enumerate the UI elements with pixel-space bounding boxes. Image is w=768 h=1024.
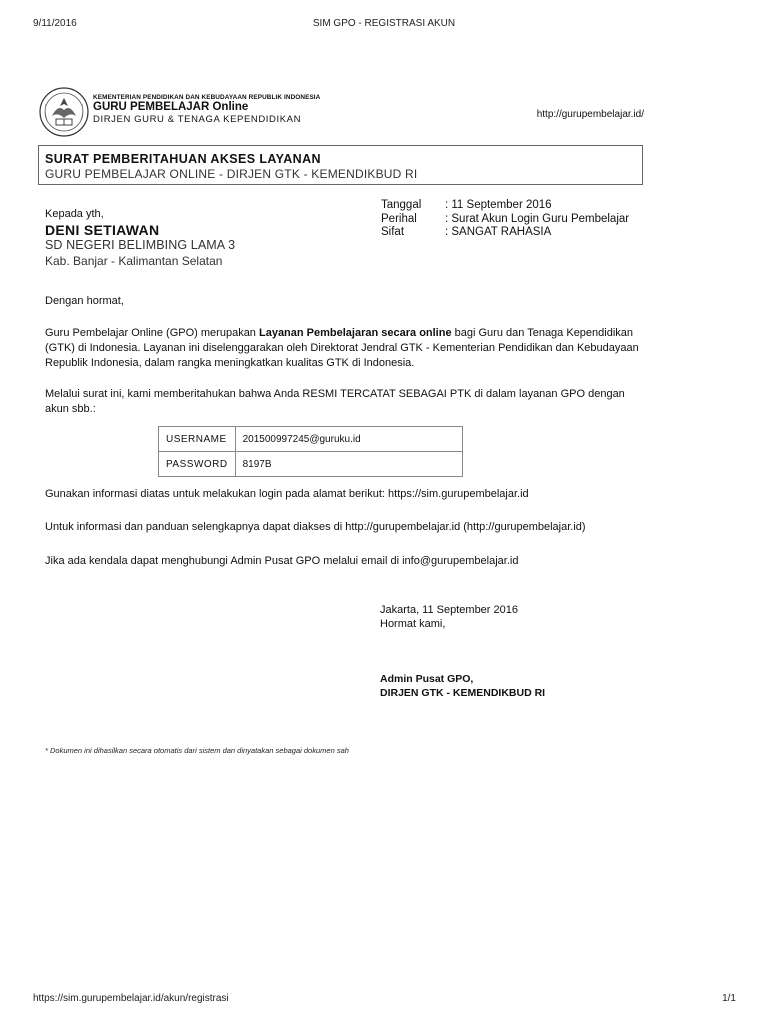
credential-key: PASSWORD	[159, 452, 236, 477]
notify-paragraph: Melalui surat ini, kami memberitahukan bahwa Anda RESMI TERCATAT SEBAGAI PTK di dalam layanan GPO dengan akun sbb.:	[45, 388, 625, 415]
notice-subtitle: GURU PEMBELAJAR ONLINE - DIRJEN GTK - KEMENDIKBUD RI	[45, 167, 418, 181]
disclaimer: * Dokumen ini dihasilkan secara otomatis dari sistem dan dinyatakan sebagai dokumen sah	[45, 746, 349, 755]
signature-place-date: Jakarta, 11 September 2016	[380, 604, 518, 616]
intro-emphasis: Layanan Pembelajaran secara online	[258, 327, 452, 339]
recipient-region: Kab. Banjar - Kalimantan Selatan	[45, 254, 223, 268]
meta-row-date	[381, 199, 629, 213]
salutation: Dengan hormat,	[45, 295, 124, 307]
print-title: SIM GPO - REGISTRASI AKUN	[312, 18, 456, 29]
intro-paragraph	[45, 326, 645, 371]
recipient-greeting: Kepada yth,	[45, 208, 104, 220]
meta-label: Tanggal	[381, 199, 422, 211]
meta-label: Sifat	[381, 226, 405, 238]
print-url: https://sim.gurupembelajar.id/akun/registrasi	[33, 993, 229, 1004]
recipient-school: SD NEGERI BELIMBING LAMA 3	[45, 238, 236, 252]
meta-value: : Surat Akun Login Guru Pembelajar	[445, 212, 630, 225]
meta-value: : 11 September 2016	[445, 199, 552, 211]
credentials-table	[158, 426, 463, 477]
credential-value: 201500997245@guruku.id	[235, 427, 462, 452]
recipient-block	[45, 208, 235, 268]
credential-value: 8197B	[235, 452, 462, 477]
signature-closing: Hormat kami,	[380, 618, 446, 630]
notice-title: SURAT PEMBERITAHUAN AKSES LAYANAN	[45, 152, 321, 166]
signature-block	[380, 603, 518, 631]
app-name: GURU PEMBELAJAR Online	[93, 101, 249, 113]
letter-meta	[381, 199, 629, 240]
site-url[interactable]: http://gurupembelajar.id/	[536, 109, 644, 120]
notice-box	[38, 145, 643, 185]
signature-office: DIRJEN GTK - KEMENDIKBUD RI	[380, 687, 546, 699]
meta-row-nature	[381, 226, 629, 240]
intro-text: Guru Pembelajar Online (GPO) merupakan	[45, 327, 259, 339]
intro-text: bagi Guru dan Tenaga Kependidikan (GTK) di Indonesia. Layanan ini diselenggarakan oleh Direktorat Jendral GTK - Kementerian Pendidikan dan Kebudayaan Republik Indonesia, dalam rangka meningkatkan kualitas GTK di Indonesia.	[45, 327, 639, 369]
signature-admin	[380, 672, 545, 700]
meta-value: : SANGAT RAHASIA	[445, 226, 552, 238]
meta-row-subject	[381, 213, 629, 227]
print-date: 9/11/2016	[33, 18, 77, 29]
print-page-number: 1/1	[722, 993, 736, 1004]
tut-wuri-handayani-logo	[38, 86, 90, 138]
dirjen-name: DIRJEN GURU & TENAGA KEPENDIDIKAN	[93, 114, 302, 125]
ministry-name: KEMENTERIAN PENDIDIKAN DAN KEBUDAYAAN REPUBLIK INDONESIA	[93, 94, 321, 101]
info-paragraph: Untuk informasi dan panduan selengkapnya dapat diakses di http://gurupembelajar.id (http://gurupembelajar.id)	[45, 521, 586, 533]
contact-paragraph: Jika ada kendala dapat menghubungi Admin Pusat GPO melalui email di info@gurupembelajar.id	[45, 555, 519, 567]
credential-key: USERNAME	[159, 427, 236, 452]
login-paragraph: Gunakan informasi diatas untuk melakukan login pada alamat berikut: https://sim.gurupembelajar.id	[45, 488, 529, 500]
table-row	[159, 452, 463, 477]
table-row	[159, 427, 463, 452]
signature-admin-name: Admin Pusat GPO,	[380, 673, 474, 685]
meta-label: Perihal	[381, 212, 417, 225]
recipient-name: DENI SETIAWAN	[45, 222, 160, 238]
